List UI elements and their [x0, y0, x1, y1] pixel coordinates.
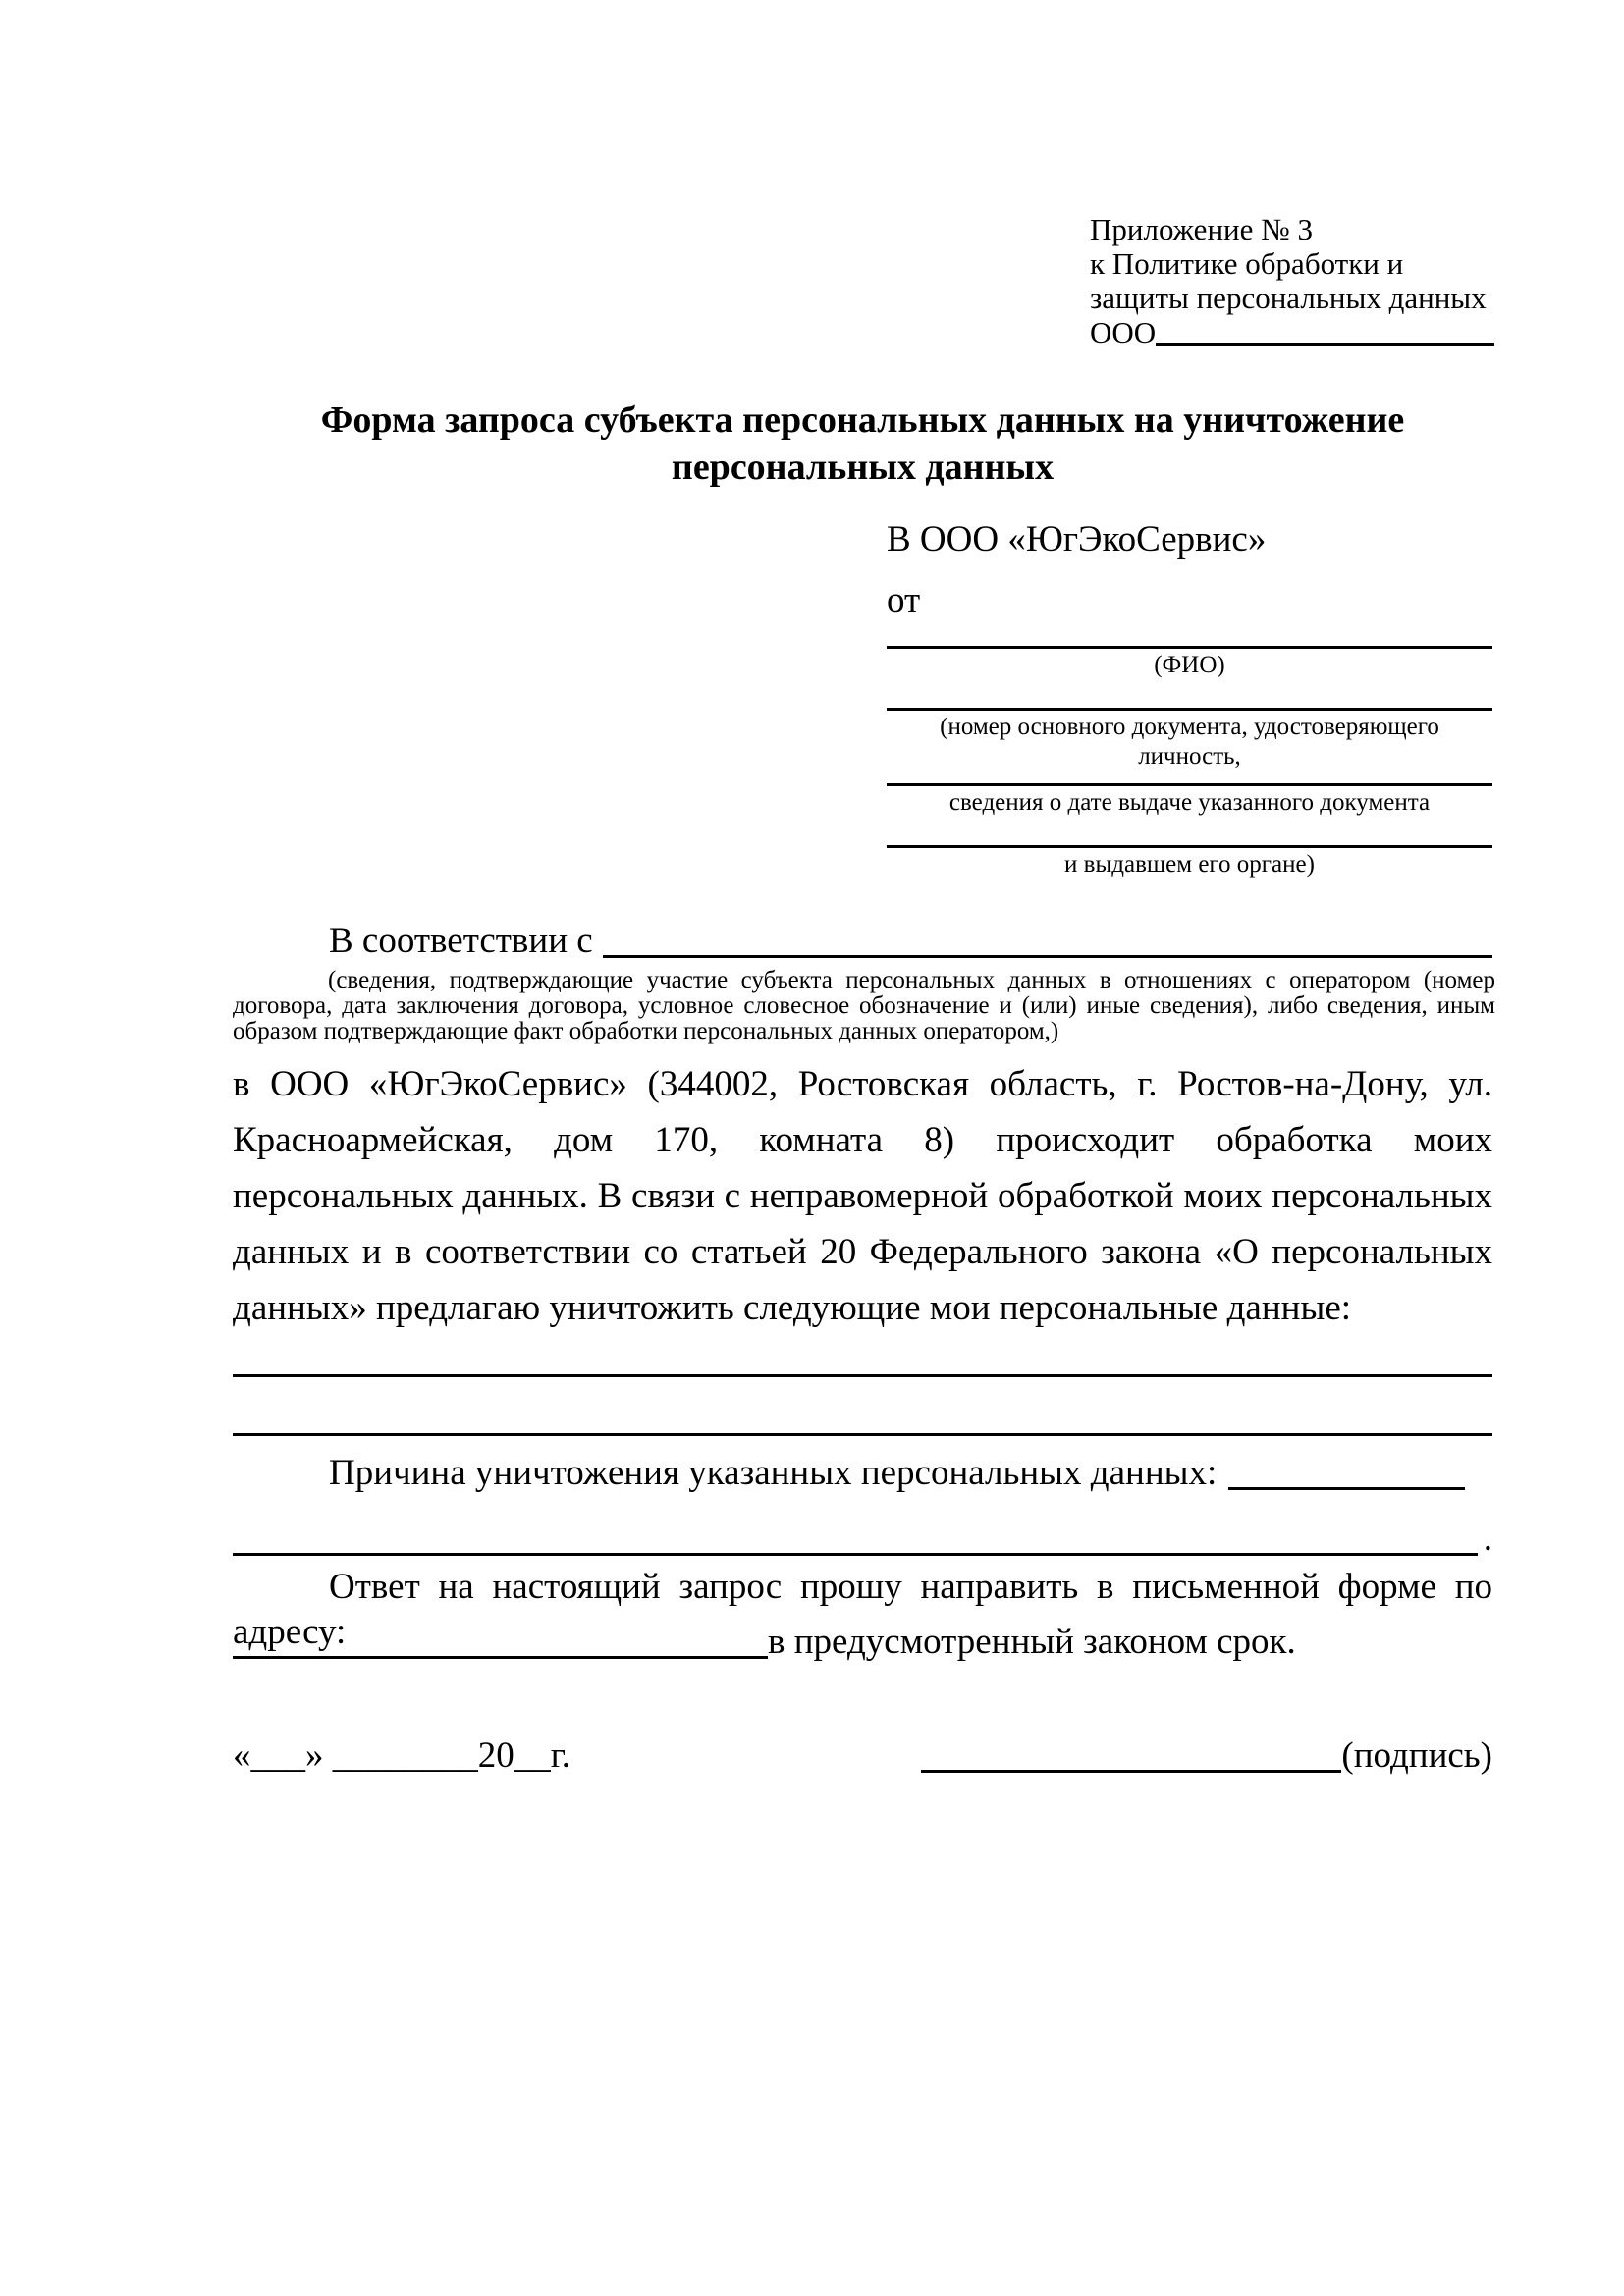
appendix-note: [1090, 212, 1494, 349]
reason-continuation-blank-line: [233, 1517, 1478, 1556]
accordance-footnote: (сведения, подтверждающие участие субъекта персональных данных в отношениях с оператором (номер договора, дата заключения договора, условное словесное обозначение и (или) иные сведения), либо сведения, иным образом подтверждающие факт обработки персональных данных оператором,): [233, 967, 1495, 1044]
issuer-caption: и выдавшем его органе): [1064, 851, 1315, 878]
reason-period-label: .: [1483, 1519, 1492, 1559]
fio-caption: (ФИО): [1154, 652, 1225, 678]
reason-row: [233, 1451, 1492, 1496]
date-placeholder-label: «___» ________20__г.: [233, 1735, 571, 1776]
fio-field: [887, 646, 1492, 680]
accordance-blank-line: [603, 919, 1492, 958]
company-name-blank-line: [1156, 343, 1494, 346]
appendix-note-line2: к Политике обработки и: [1090, 246, 1404, 281]
reason-continuation-row: [233, 1517, 1492, 1562]
issuer-field: [887, 845, 1492, 880]
addressee-from-label: от: [887, 580, 921, 620]
signature-caption-label: (подпись): [1341, 1735, 1492, 1776]
addressee-organization: В ООО «ЮгЭкоСервис»: [887, 519, 1267, 560]
date-signature-row: [233, 1734, 1492, 1779]
signature-blank-line: [921, 1734, 1341, 1773]
reason-lead-label: Причина уничтожения указанных персональных данных:: [329, 1453, 1218, 1493]
reply-tail-label: в предусмотренный законом срок.: [768, 1622, 1296, 1662]
doc-number-caption: (номер основного документа, удостоверяющего личность,: [940, 714, 1439, 770]
data-blank-line-2: [233, 1433, 1492, 1436]
company-prefix-label: ООО: [1090, 315, 1157, 349]
company-name-row: [1090, 315, 1494, 349]
issue-date-caption: сведения о дате выдаче указанного документа: [948, 789, 1431, 816]
reply-paragraph: Ответ на настоящий запрос прошу направить в письменной форме по адресу:: [233, 1567, 1492, 1652]
doc-number-field: [887, 708, 1492, 772]
appendix-note-line3: защиты персональных данных: [1090, 281, 1487, 315]
document-title: Форма запроса субъекта персональных данных на уничтожение персональных данных: [320, 400, 1405, 488]
reason-blank-line: [1228, 1451, 1465, 1490]
accordance-lead-label: В соответствии с: [329, 921, 593, 961]
reply-address-row: [233, 1620, 1492, 1665]
accordance-row: [233, 919, 1492, 964]
body-paragraph: в ООО «ЮгЭкоСервис» (344002, Ростовская область, г. Ростов-на-Дону, ул. Красноармейская, дом 170, комната 8) происходит обработка моих персональных данных. В связи с неправомерной обработкой моих персональных данных и в соответствии со статьей 20 Федерального закона «О персональных данных» предлагаю уничтожить следующие мои персональные данные:: [233, 1064, 1492, 1328]
issue-date-field: [887, 783, 1492, 818]
appendix-note-line1: Приложение № 3: [1090, 212, 1313, 246]
address-blank-line: [233, 1620, 768, 1659]
data-blank-line-1: [233, 1374, 1492, 1377]
